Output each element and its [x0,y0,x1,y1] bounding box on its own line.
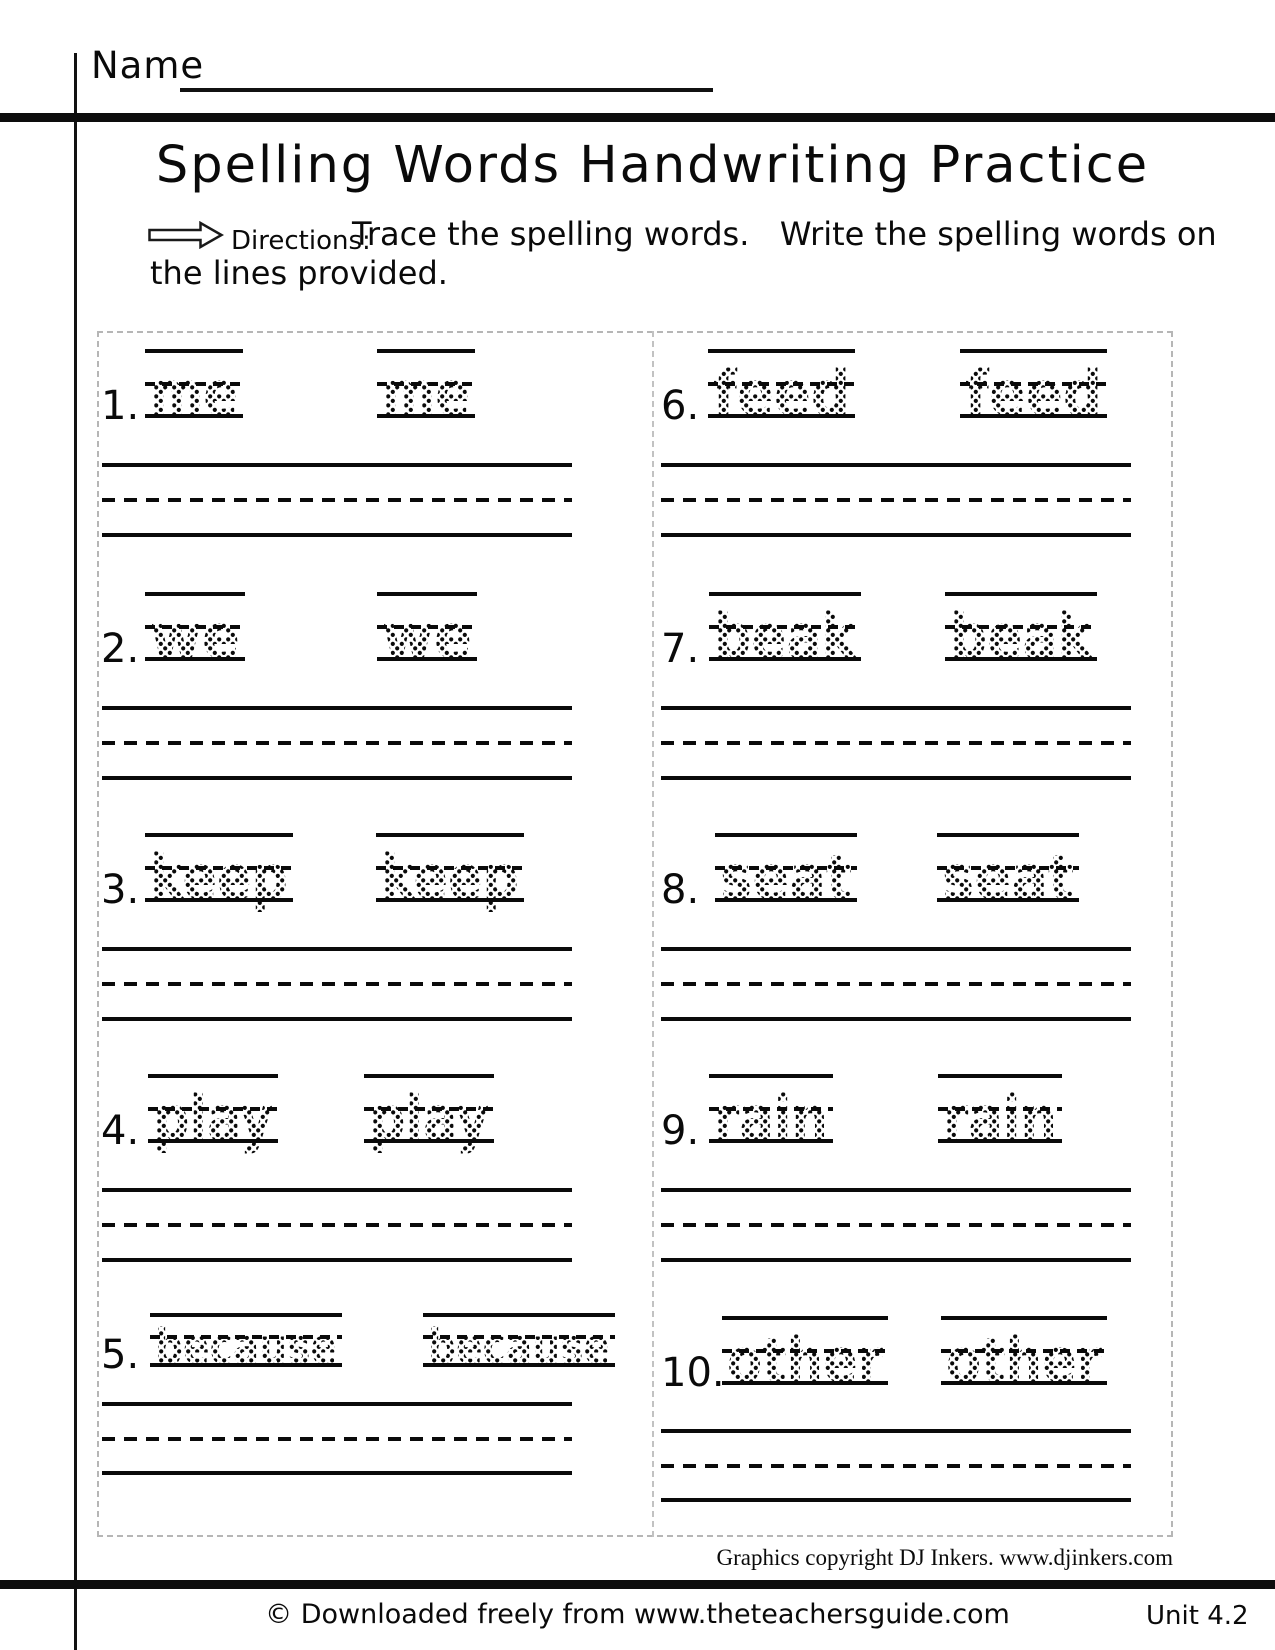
item-number: 6. [661,383,700,429]
writing-line-bottom [661,533,1131,537]
writing-line-bottom [102,1017,572,1021]
writing-line-top [102,706,572,710]
trace-word-text: rain [943,1082,1057,1155]
name-write-line [180,88,713,92]
trace-word [150,1313,342,1403]
writing-line-bottom [102,776,572,780]
directions-text-2: the lines provided. [150,254,448,292]
item-number: 4. [101,1108,140,1154]
writing-line-middle-dashed [102,1223,572,1227]
item-number: 2. [101,626,140,672]
item-number: 7. [661,626,700,672]
trace-word [938,1074,1062,1164]
trace-word-text: feed [965,357,1102,430]
writing-line-top [102,463,572,467]
footer-unit-label: Unit 4.2 [1146,1601,1249,1631]
trace-word-text: seat [942,841,1074,914]
writing-line-top [102,1402,572,1406]
writing-line-top [661,1429,1131,1433]
trace-word [709,592,861,682]
trace-word [145,592,245,682]
writing-line-middle-dashed [661,982,1131,986]
item-number: 9. [661,1108,700,1154]
item-number: 5. [101,1332,140,1378]
trace-word-text: feed [713,357,850,430]
trace-word [145,349,243,439]
column-divider [652,331,654,1537]
trace-word [937,833,1079,923]
trace-word [377,592,477,682]
trace-word-text: beak [714,600,858,673]
trace-word [722,1316,888,1406]
writing-line-top [661,1188,1131,1192]
writing-line-top [661,463,1131,467]
trace-word [364,1074,494,1164]
trace-word-text: other [727,1324,884,1397]
item-number: 8. [661,867,700,913]
trace-word-text: because [155,1318,337,1376]
trace-word-text: keep [381,841,519,914]
trace-word [941,1316,1107,1406]
writing-line-top [102,1188,572,1192]
left-margin-line [74,53,77,1650]
footer-graphics-credit: Graphics copyright DJ Inkers. www.djinkers.com [716,1545,1173,1570]
writing-line-bottom [102,1258,572,1262]
trace-word-text: play [369,1082,489,1155]
writing-line-middle-dashed [661,1223,1131,1227]
writing-line-bottom [661,1498,1131,1502]
trace-word-text: rain [714,1082,828,1155]
trace-word-text: beak [950,600,1094,673]
trace-word [423,1313,615,1403]
name-label: Name [91,44,205,87]
trace-word-text: keep [150,841,288,914]
directions-text: Trace the spelling words. Write the spelling words on [352,215,1217,253]
trace-word-text: me [150,357,238,430]
writing-line-bottom [661,1017,1131,1021]
item-number: 3. [101,867,140,913]
footer-download-credit: © Downloaded freely from www.theteachersguide.com [265,1599,1010,1630]
trace-word-text: other [946,1324,1103,1397]
bottom-rule [0,1580,1275,1589]
page-title: Spelling Words Handwriting Practice [155,136,1150,195]
writing-line-middle-dashed [661,741,1131,745]
trace-word-text: we [382,600,472,673]
trace-word [377,349,475,439]
trace-word-text: seat [720,841,852,914]
trace-word-text: me [382,357,470,430]
writing-line-bottom [102,1471,572,1475]
trace-word [708,349,855,439]
trace-word [715,833,857,923]
writing-line-middle-dashed [661,498,1131,502]
writing-line-middle-dashed [102,982,572,986]
trace-word-text: because [428,1318,610,1376]
writing-line-top [102,947,572,951]
trace-word [960,349,1107,439]
trace-word-text: we [150,600,240,673]
directions-label: Directions: [231,226,371,256]
item-number: 10. [661,1350,725,1396]
trace-word-text: play [153,1082,273,1155]
writing-line-bottom [661,776,1131,780]
writing-line-middle-dashed [661,1464,1131,1468]
trace-word [145,833,293,923]
trace-word [376,833,524,923]
trace-word [709,1074,833,1164]
writing-line-top [661,706,1131,710]
directions-arrow-icon [147,221,224,249]
writing-line-bottom [661,1258,1131,1262]
writing-line-middle-dashed [102,498,572,502]
writing-line-top [661,947,1131,951]
writing-line-middle-dashed [102,741,572,745]
trace-word [945,592,1097,682]
top-rule [0,113,1275,122]
item-number: 1. [101,383,140,429]
trace-word [148,1074,278,1164]
writing-line-bottom [102,533,572,537]
writing-line-middle-dashed [102,1437,572,1441]
